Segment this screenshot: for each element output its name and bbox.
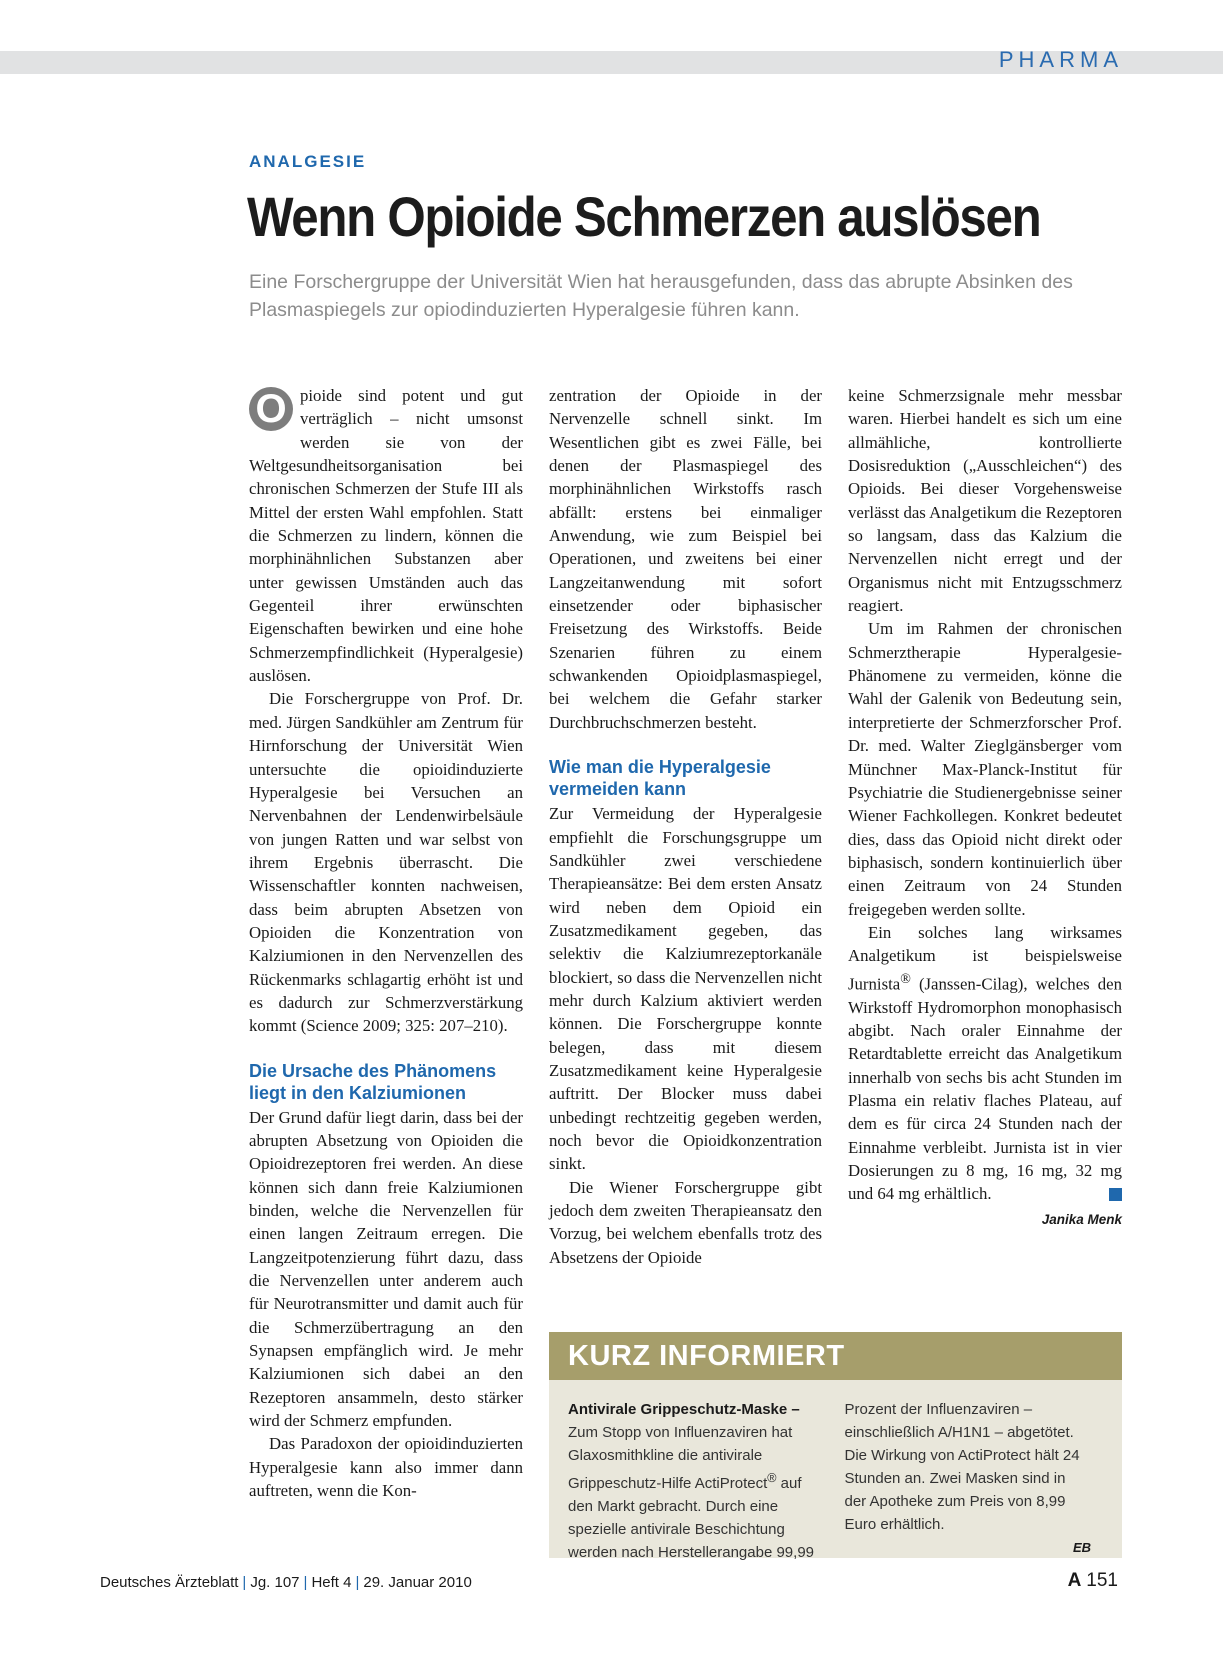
subheading: Wie man die Hyperalgesie vermeiden kann: [549, 757, 771, 800]
footer-separator: |: [303, 1574, 308, 1591]
kurz-informiert-title: KURZ INFORMIERT: [549, 1332, 1122, 1380]
kurz-text: auf den Markt gebracht. Durch eine spezielle antivirale Beschichtung werden nach Herstellerangabe 99,99 Prozent der Influenzaviren – einschließlich A/H1N1 – abgetötet. Die Wirkung von ActiProtect hält 24 Stunden an. Zwei Masken sind in der Apotheke zum Preis von 8,99 Euro erhältlich.: [568, 1401, 1080, 1561]
kurz-text: Zum Stopp von Influenzaviren hat Glaxosmithkline die antivirale Grippeschutz-Hilfe ActiProtect: [568, 1424, 793, 1492]
article-lead: Eine Forschergruppe der Universität Wien hat herausgefunden, dass das abrupte Absinken des Plasmaspiegels zur opiodinduzierten Hyperalgesie führen kann.: [249, 271, 1073, 321]
kurz-signature: EB: [1072, 1540, 1091, 1555]
page-prefix: A: [1067, 1570, 1082, 1591]
issue-date: 29. Januar 2010: [363, 1574, 472, 1591]
section-label: PHARMA: [998, 47, 1123, 72]
author-byline: Janika Menk: [1041, 1211, 1122, 1227]
registered-mark: ®: [767, 1471, 777, 1485]
paragraph: [848, 921, 1122, 1206]
dropcap: O: [249, 387, 293, 431]
article-column-1: [249, 384, 523, 1502]
paragraph: zentration der Opioide in der Nervenzelle schnell sinkt. Im Wesentlichen gibt es zwei Fälle, bei denen der Plasmaspiegel des morphinähnlichen Wirkstoffs rasch abfällt: erstens bei einmaliger Anwendung, wie zum Beispiel bei Operationen, und zweitens bei einer Langzeitanwendung mit sofort einsetzender oder biphasischer Freisetzung des Wirkstoffs. Beide Szenarien führen zu einem schwankenden Opioidplasmaspiegel, bei welchem die Gefahr starker Durchbruchschmerzen besteht.: [549, 386, 822, 732]
paragraph: Die Wiener Forschergruppe gibt jedoch dem zweiten Therapieansatz den Vorzug, bei welchem ebenfalls trotz des Absetzens der Opioide: [549, 1177, 822, 1267]
paragraph: Die Forschergruppe von Prof. Dr. med. Jürgen Sandkühler am Zentrum für Hirnforschung der Universität Wien untersuchte die opioidinduzierte Hyperalgesie bei Versuchen an Nervenbahnen der Lendenwirbelsäule von jungen Ratten und war selbst von ihrem Ergebnis überrascht. Die Wissenschaftler konnten nachweisen, dass beim abrupten Absetzen von Opioiden die Konzentration von Kalziumionen in den Nervenzellen des Rückenmarks schlagartig erhöht ist und es dadurch zur Schmerzverstärkung kommt (Science 2009; 325: 207–210).: [249, 689, 523, 1036]
paragraph-text: pioide sind potent und gut verträglich – nicht umsonst werden sie von der Weltgesundheitsorganisation bei chronischen Schmerzen der Stufe III als Mittel der ersten Wahl empfohlen. Statt die Schmerzen zu lindern, können die morphinähnlichen Substanzen aber unter gewissen Umständen auch das Gegenteil ihrer erwünschten Eigenschaften bewirken und eine hohe Schmerzempfindlichkeit (Hyperalgesie) auslösen.: [249, 386, 523, 686]
article-rubric: ANALGESIE: [249, 152, 367, 171]
paragraph: Um im Rahmen der chronischen Schmerztherapie Hyperalgesie-Phänomene zu vermeiden, könne die Wahl der Galenik von Bedeutung sein, interpretierte der Schmerzforscher Prof. Dr. med. Walter Zieglgänsberger vom Münchner Max-Planck-Institut für Psychiatrie die Studienergebnisse seiner Wiener Fachkollegen. Konkret bedeutet dies, dass das Opioid nicht direkt oder biphasisch, sondern kontinuierlich über einen Zeitraum von 24 Stunden freigegeben werden sollte.: [848, 619, 1122, 919]
paragraph: [249, 384, 523, 687]
article-headline: Wenn Opioide Schmerzen auslösen: [247, 185, 1041, 248]
registered-mark: ®: [900, 971, 911, 987]
paragraph: Das Paradoxon der opioidinduzierten Hyperalgesie kann also immer dann auftreten, wenn die Kon-: [249, 1434, 523, 1501]
journal-volume: Jg. 107: [250, 1574, 300, 1591]
kurz-lead: Antivirale Grippeschutz-Maske –: [568, 1401, 800, 1418]
kurz-informiert-box: [549, 1332, 1122, 1561]
paragraph-text: (Janssen-Cilag), welches den Wirkstoff Hydromorphon monophasisch abgibt. Nach oraler Einnahme der Retardtablette erreicht das Analgetikum innerhalb von sechs bis acht Stunden im Plasma ein relativ flaches Plateau, auf dem es für circa 24 Stunden nach der Einnahme verbleibt. Jurnista ist in vier Dosierungen zu 8 mg, 16 mg, 32 mg und 64 mg erhältlich.: [848, 974, 1122, 1204]
journal-issue: Heft 4: [311, 1574, 352, 1591]
article-column-2: [549, 384, 822, 1269]
footer-separator: |: [355, 1574, 360, 1591]
paragraph: keine Schmerzsignale mehr messbar waren. Hierbei handelt es sich um eine allmähliche, kontrollierte Dosisreduktion („Ausschleichen“) des Opioids. Bei dieser Vorgehensweise verlässt das Analgetikum die Rezeptoren so langsam, dass das Kalzium die Nervenzellen nicht erregt und der Organismus nicht mit Entzugsschmerz reagiert.: [848, 386, 1123, 616]
end-mark-icon: [1109, 1188, 1122, 1201]
footer-separator: |: [242, 1574, 247, 1591]
paragraph: Der Grund dafür liegt darin, dass bei der abrupten Absetzung von Opioiden die Opioidrezeptoren frei werden. An diese können sich dann freie Kalziumionen binden, welche die Nervenzellen für einen langen Zeitraum erregen. Die Langzeitpotenzierung führt dazu, dass die Nervenzellen unter anderem auch für Neurotransmitter und damit auch für die Schmerzübertragung an den Synapsen empfänglich wird. Je mehr Kalziumionen sich dabei an den Rezeptoren ansammeln, desto stärker wird der Schmerz empfunden.: [249, 1107, 523, 1431]
page-number-value: 151: [1086, 1570, 1118, 1591]
journal-name: Deutsches Ärzteblatt: [100, 1574, 239, 1591]
article-column-3: [848, 384, 1122, 1231]
page-footer: [100, 1574, 472, 1591]
page-number: [1068, 1570, 1118, 1592]
paragraph: Zur Vermeidung der Hyperalgesie empfiehlt die Forschungsgruppe um Sandkühler zwei verschiedene Therapieansätze: Bei dem ersten Ansatz wird neben dem Opioid ein Zusatzmedikament gegeben, das selektiv die Kalziumrezeptorkanäle blockiert, so dass die Nervenzellen nicht mehr durch Kalzium aktiviert werden können. Die Forschergruppe konnte belegen, dass mit diesem Zusatzmedikament keine Hyperalgesie auftritt. Der Blocker muss dabei unbedingt rechtzeitig gegeben werden, noch bevor die Opioidkonzentration sinkt.: [549, 804, 822, 1174]
subheading: Die Ursache des Phänomens liegt in den Kalziumionen: [249, 1060, 497, 1103]
kurz-informiert-text: [568, 1398, 1091, 1564]
paragraph-text: Ein solches lang wirksames Analgetikum ist beispielsweise Jurnista: [848, 922, 1122, 994]
